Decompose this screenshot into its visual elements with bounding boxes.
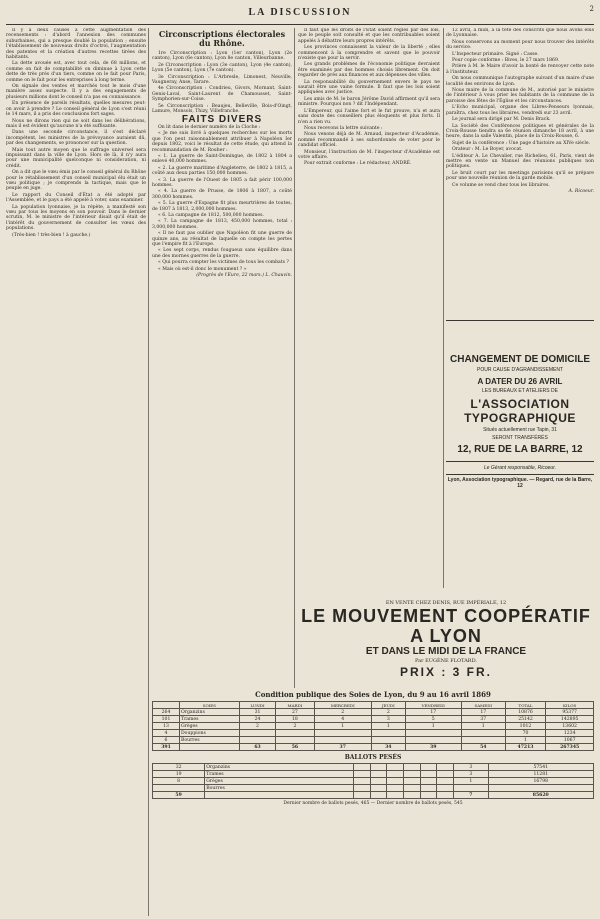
table-cell: [387, 778, 404, 785]
section-heading: FAITS DIVERS: [181, 114, 263, 126]
table-cell: [370, 778, 387, 785]
table-cell: [405, 737, 461, 744]
signature: A. Ricoeur.: [568, 188, 594, 194]
table-cell: 17: [405, 709, 461, 716]
table-cell: 56: [276, 744, 314, 751]
ad-line: A DATER DU 26 AVRIL: [477, 377, 563, 386]
ad-line: POUR CAUSE D'AGRANDISSEMENT: [477, 367, 563, 373]
table-cell: 1: [372, 723, 406, 730]
table-cell: 70: [505, 730, 546, 737]
paragraph: Nous ne dirons rien qui ne soit dans les délibérations, mais il est évident qu'aucune n'a été suffisante.: [6, 118, 146, 129]
paragraph: 3e Circonscription : L'Arbresle, Limonest, Neuville, Vaugneray, Anse, Tarare.: [152, 74, 292, 86]
paragraph: On nous communique l'autographe suivant d'un maire d'une localité des environs de Lyon.: [446, 76, 594, 87]
paragraph: La responsabilité du gouvernement envers le pays ne saurait être une vaine formule. Il faut que les lois soient appliquées avec justice.: [298, 79, 440, 96]
table-cell: [205, 792, 354, 799]
paragraph: Il faut que les droits de l'État soient réglés par des lois, que le peuple soit consulté et que les contribuables soient appelés à débattre leurs propres intérêts.: [298, 28, 440, 44]
table-cell: 95377: [546, 709, 594, 716]
table-cell: [372, 730, 406, 737]
table-cell: [354, 771, 371, 778]
paragraph: Sujet de la conférence : Une page d'histoire au XIVe siècle.: [452, 140, 591, 146]
table-cell: [370, 771, 387, 778]
table-cell: 24: [239, 716, 276, 723]
table-cell: [354, 778, 371, 785]
table-cell: 37: [461, 716, 505, 723]
paragraph: Le journal sera dirigé par M. Denis Brack.: [452, 117, 551, 123]
table-row: [153, 785, 594, 792]
table-cell: [354, 764, 371, 771]
table-cell: 1234: [546, 730, 594, 737]
table-cell: [180, 744, 240, 751]
table-cell: [404, 785, 421, 792]
table-cell: 8: [153, 778, 205, 785]
table-cell: 1012: [505, 723, 546, 730]
paragraph: « Je me suis livré à quelques recherches sur les morts que l'on peut raisonnablement attribuer à Napoléon Ier depuis 1802, voici le résultat de cette étude, qui attend la recommandation de M. Rouher :: [152, 131, 292, 153]
table-cell: 63: [239, 744, 276, 751]
table-cell: 11281: [488, 771, 593, 778]
table-footnote: Dernier nombre de ballots pesés, 465 — Dernier nombre de ballots pesés, 545: [283, 801, 463, 806]
paragraph: Pour extrait conforme : Le rédacteur, ANDRÉ.: [304, 161, 412, 167]
paragraph: « 5. La guerre d'Espagne fit plus meurtrières de toutes, de 1807 à 1813, 2,000,000 hommes.: [152, 201, 292, 212]
table-cell: Trames: [205, 771, 354, 778]
table-cell: Organzins: [180, 709, 240, 716]
table-cell: 101: [153, 716, 180, 723]
table-cell: 19: [153, 771, 205, 778]
table-cell: [370, 792, 387, 799]
table-cell: [437, 792, 454, 799]
paragraph: « Mais où est-il donc le monument ? »: [158, 266, 247, 272]
table-cell: 1067: [546, 737, 594, 744]
table-cell: [420, 771, 437, 778]
article-heading: Circonscriptions électorales du Rhône.: [158, 29, 286, 48]
table-row: [153, 771, 594, 778]
paragraph: 2e Circonscription : Lyon (3e canton), Lyon (4e canton), Lyon (5e canton), Lyon (7e canton).: [152, 62, 292, 74]
paragraph: Orateur : M. Le Boyer, avocat.: [452, 147, 523, 153]
column-header: JEUDI: [372, 702, 406, 709]
table-cell: [404, 771, 421, 778]
ad-title: CHANGEMENT DE DOMICILE: [450, 354, 590, 365]
table-cell: [420, 778, 437, 785]
paragraph: On a dit que le vœu émis par le conseil général du Rhône pour le rétablissement d'un conseil municipal élu était un vœu politique ; je comprends la tactique, mais que le peuple en juge.: [6, 170, 146, 192]
imprint-line: Lyon, Association typographique. — Regard, rue de la Barre, 12: [447, 477, 593, 489]
table-cell: 18: [276, 716, 314, 723]
table-row: [153, 737, 594, 744]
paragraph: La population lyonnaise, je la répète, a manifesté son vœu par tous les moyens en son pouvoir. Dans le dernier scrutin, M. le ministre de l'intérieur disait qu'il était de l'intérêt du gouvernement de consulter les vœux des populations.: [6, 204, 146, 232]
table-cell: 85620: [488, 792, 593, 799]
table-cell: 1: [461, 723, 505, 730]
paragraph: On lit dans le dernier numéro de la Cloche :: [158, 124, 261, 130]
table-cell: 34: [372, 744, 406, 751]
paragraph: « 1. La guerre de Saint-Domingue, de 1802 à 1804 a enlevé 40,000 hommes.: [152, 153, 292, 165]
column-header: KILOS: [546, 702, 594, 709]
table-cell: 27: [276, 709, 314, 716]
table-cell: 142895: [546, 716, 594, 723]
table-cell: 4: [153, 730, 180, 737]
table-row: [153, 723, 594, 730]
table-cell: 5: [405, 716, 461, 723]
data-table: [152, 763, 594, 799]
paragraph: En présence de pareils résultats, quelles mesures peut-on avoir à prendre ? Le conseil général de Lyon s'est réuni le 14 mars, il a pris des conclusions fort sages.: [6, 101, 146, 118]
table-cell: [454, 785, 488, 792]
table-cell: 10876: [505, 709, 546, 716]
column-header: VENDREDI: [405, 702, 461, 709]
table-cell: Grèges: [180, 723, 240, 730]
table-cell: 3: [454, 771, 488, 778]
table-cell: 6: [153, 737, 180, 744]
paragraph: L'Echo municipal, organe des Libres-Penseurs lyonnais, paraîtra, chez tous les libraires, vendredi sur 23 avril.: [446, 105, 594, 116]
table-cell: 264: [153, 709, 180, 716]
table-cell: 39: [405, 744, 461, 751]
paragraph: Dans une seconde circonstance, il s'est déclaré incompétent, les ministres de la prévoyance auraient dû, par des changements, se prononcer sur la question.: [6, 130, 146, 147]
table-cell: 4: [314, 716, 371, 723]
paragraph: La dette avouée est, avec tout cela, de 68 millions, et comme on fait de comptabilité on diminue à Lyon cette dette de très près d'un tiers, comme on le fait pour Paris, comme on le fait pour les entreprises à long terme.: [6, 61, 146, 83]
banner-line: EN VENTE CHEZ DENIS, RUE IMPÉRIALE, 12: [385, 600, 507, 606]
table-cell: [404, 764, 421, 771]
book-advert-banner: [298, 600, 594, 679]
paragraph: Le bruit court par les meetings parisiens qu'il se prépare pour une nouvelle réunion de la garde mobile.: [446, 170, 594, 182]
paragraph: Prière à M. le Maire d'avoir la bonté de renvoyer cette note à l'instituteur.: [446, 64, 594, 75]
table-cell: [354, 785, 371, 792]
paragraph: « 4. La guerre de Prusse, de 1806 à 1807, a coûté 300,000 hommes.: [152, 189, 292, 200]
gerant-line: Le Gérant responsable, Ricoeur.: [483, 465, 557, 471]
paragraph: Les amis de M. le baron Jérôme David affirment qu'il sera ministre. Pourquoi non ? dit l'Indépendant.: [298, 96, 440, 108]
newspaper-title: LA DISCUSSION: [248, 7, 352, 18]
column-header: [153, 702, 180, 709]
paragraph: « 2. La guerre maritime d'Angleterre, de 1802 à 1815, a coûté aux deux parties 150,000 hommes.: [152, 165, 292, 177]
table-cell: [276, 730, 314, 737]
table-row: [153, 716, 594, 723]
table-cell: 7: [454, 792, 488, 799]
paragraph: Il y a deux causes à cette augmentation des recensements : d'abord l'annexion des communes suburbaines, qui a presque doublé la population ; ensuite l'établissement de nouveaux droits d'octroi, l'augmentation des patentes et la création d'autres recettes tirées des habitants.: [6, 28, 146, 61]
paragraph: La Société des Conférences politiques et générales de la Croix-Rousse tiendra sa 6e réunion dimanche 18 avril, à une heure, dans la salle Valentin, place de la Croix-Rousse, 6.: [446, 123, 594, 140]
column-header: MARDI: [276, 702, 314, 709]
silk-condition-table: [152, 690, 594, 912]
page-number: 2: [589, 5, 594, 13]
paragraph: Pour copie conforme : Bives, le 27 mars 1869.: [452, 58, 560, 64]
signature: (Progrès de l'Eure, 22 mars.) L. Chauvin.: [196, 273, 292, 279]
table-cell: 1: [405, 723, 461, 730]
table-cell: 2: [314, 709, 371, 716]
table-total-row: [153, 744, 594, 751]
table-cell: 47213: [505, 744, 546, 751]
table-cell: [153, 785, 205, 792]
column-divider: [148, 28, 149, 916]
table-row: [153, 778, 594, 785]
column-2: [152, 28, 292, 624]
table-cell: [314, 730, 371, 737]
data-table: [152, 701, 594, 751]
column-divider: [294, 28, 295, 688]
table-cell: Bourres: [205, 785, 354, 792]
column-header: MERCREDI: [314, 702, 371, 709]
table-subheading: BALLOTS PESÉS: [344, 754, 402, 761]
column-1: [6, 28, 146, 916]
table-cell: 1: [454, 778, 488, 785]
table-cell: 1: [505, 737, 546, 744]
table-cell: 13602: [546, 723, 594, 730]
paragraph: Les grands problèmes de l'économie politique devraient être examinés par des hommes choisis librement. On doit regarder de près aux finances et aux dépenses des villes.: [298, 62, 440, 79]
table-cell: Grèges: [205, 778, 354, 785]
paragraph: Ce volume se vend chez tous les libraires.: [452, 182, 550, 188]
table-cell: [387, 771, 404, 778]
table-cell: 37: [314, 744, 371, 751]
column-divider: [443, 28, 444, 588]
table-row: [153, 709, 594, 716]
paragraph: « 7. La campagne de 1813, 450,000 hommes, total : 3,000,000 hommes.: [152, 219, 292, 230]
table-cell: [404, 778, 421, 785]
column-header: SOIES: [180, 702, 240, 709]
paragraph: 12 avril, à midi, à la tête des conscrits que nous avons élus de Lyonnaise.: [446, 28, 594, 39]
paragraph: Monsieur, l'instruction de M. l'inspecteur d'Académie est votre affaire.: [298, 149, 440, 160]
table-caption: Condition publique des Soies de Lyon, du 9 au 16 avril 1869: [255, 690, 491, 699]
table-cell: [387, 785, 404, 792]
ad-address: 12, RUE DE LA BARRE, 12: [457, 444, 583, 455]
table-cell: 13: [153, 723, 180, 730]
table-cell: 16798: [488, 778, 593, 785]
table-cell: 25142: [505, 716, 546, 723]
paragraph: « Qui pourra compter les victimes de tous les combats ?: [158, 260, 289, 266]
column-header: LUNDI: [239, 702, 276, 709]
table-total-row: [153, 792, 594, 799]
table-cell: 3: [454, 764, 488, 771]
ad-line: Situés actuellement rue Tapin, 31: [483, 427, 557, 433]
table-cell: [461, 737, 505, 744]
paragraph: « Il ne faut pas oublier que Napoléon fit une guerre de quinze ans, au résultat de laquelle on compte les pertes que l'empire fit à l'Europe.: [152, 231, 292, 247]
table-cell: [372, 737, 406, 744]
table-cell: [354, 792, 371, 799]
ad-rule: [446, 320, 594, 321]
table-cell: 2: [276, 723, 314, 730]
ad-association-name: L'ASSOCIATION TYPOGRAPHIQUE: [464, 397, 576, 425]
paragraph: Les provinces connaissent la valeur de la liberté ; elles commencent à la comprendre et savent que le pouvoir n'existe que pour la servir.: [298, 45, 440, 62]
table-cell: [488, 785, 593, 792]
table-cell: Trames: [180, 716, 240, 723]
table-cell: [276, 737, 314, 744]
table-cell: 3: [372, 716, 406, 723]
table-cell: 17: [461, 709, 505, 716]
paragraph: 4e Circonscription : Condrieu, Givors, Mornant, Saint-Genis-Laval, Saint-Laurent de Chamousset, Saint-Symphorien-sur-Coise.: [152, 86, 292, 103]
table-cell: [461, 730, 505, 737]
table-cell: [314, 737, 371, 744]
table-cell: [387, 792, 404, 799]
table-cell: [239, 730, 276, 737]
table-cell: [437, 785, 454, 792]
ad-line: LES BUREAUX ET ATELIERS DE: [482, 388, 558, 394]
table-row: [153, 764, 594, 771]
ad-line: SERONT TRANSFÉRÉS: [492, 435, 548, 441]
paragraph: « Les sept corps, rendus fougueux sans équilibre dans une des mornes guerres de la guerre.: [152, 248, 292, 259]
paragraph: L'éditeur A. Le Chevalier, rue Richelieu, 61, Paris, vient de mettre en vente un Manuel des réunions publiques non politiques.: [446, 153, 594, 170]
table-cell: [239, 737, 276, 744]
table-cell: [420, 792, 437, 799]
table-cell: 391: [153, 744, 180, 751]
table-cell: [437, 771, 454, 778]
paragraph: Nous recevons la lettre suivante :: [304, 125, 383, 131]
table-cell: [370, 785, 387, 792]
paragraph: Le rapport du Conseil d'État a été adopté par l'Assemblée, et le pays a été appelé à voter, sans examiner.: [6, 192, 146, 204]
banner-price: PRIX : 3 FR.: [399, 665, 492, 679]
paragraph: L'Empereur, qui l'aime fort et le fut prouve, n'a et aura sans doute des conseillers plus éloquents et plus forts. Il n'en a rien vu.: [298, 108, 440, 125]
table-cell: [405, 730, 461, 737]
table-cell: 2: [372, 709, 406, 716]
column-4: [446, 28, 594, 343]
column-header: TOTAL: [505, 702, 546, 709]
banner-subtitle: ET DANS LE MIDI DE LA FRANCE: [365, 646, 527, 657]
paragraph: 1re Circonscription : Lyon (1er canton), Lyon (2e canton), Lyon (6e canton), Lyon 8e canton, Villeurbanne.: [152, 51, 292, 62]
header-rule: [6, 24, 594, 25]
table-cell: [387, 764, 404, 771]
paragraph: (Très-bien ! très-bien ! à gauche.): [12, 232, 91, 238]
table-cell: [437, 764, 454, 771]
table-cell: [420, 785, 437, 792]
table-cell: [404, 792, 421, 799]
table-cell: 31: [239, 709, 276, 716]
banner-author: Par EUGÈNE FLOTARD.: [415, 658, 477, 664]
paragraph: Nous maire de la commune de M., autorisé par le ministre de l'intérieur à vous prier les habitants de la commune de la paroisse des fêtes de l'Église et les circonstances.: [446, 88, 594, 104]
table-cell: [370, 764, 387, 771]
paragraph: Nous venons déjà de M. Arnaud, inspecteur d'Académie, nommé recommandé à ses subordonnés de voter pour le candidat officiel.: [298, 132, 440, 149]
masthead: [0, 0, 600, 26]
paragraph: « 6. La campagne de 1812, 500,000 hommes.: [158, 212, 264, 218]
table-cell: Douppions: [180, 730, 240, 737]
paragraph: Nous conservons au moment pour nous trouver des intérêts du service.: [446, 39, 594, 51]
column-header: SAMEDI: [461, 702, 505, 709]
table-cell: 54: [461, 744, 505, 751]
paragraph: On signale des ventes et marchés tout le mois d'une manière assez suspecte. Il y a des engagements de plusieurs millions dont le conseil n'a pas eu connaissance.: [6, 84, 146, 100]
table-cell: Organzins: [205, 764, 354, 771]
column-3: [298, 28, 440, 494]
paragraph: « 3. La guerre de l'Ouest de 1805 a fait périr 100,000 hommes.: [152, 177, 292, 188]
paragraph: Mais tout autre moyen que le suffrage universel sera impuissant dans la ville de Lyon. Hors de là, il n'y aura pour une municipalité quelconque ni consideration, ni crédit.: [6, 147, 146, 169]
table-cell: 57541: [488, 764, 593, 771]
paragraph: 5e Circonscription : Beaujeu, Belleville, Bois-d'Oingt, Lamure, Monsols, Thizy, Villefranche.: [152, 103, 292, 115]
paragraph: L'Inspecteur primaire. Signé : Casse.: [452, 51, 539, 57]
table-header-row: [153, 702, 594, 709]
table-cell: 32: [153, 764, 205, 771]
table-cell: [420, 764, 437, 771]
table-cell: 2: [239, 723, 276, 730]
advertisement: [446, 350, 594, 588]
table-cell: 267345: [546, 744, 594, 751]
table-cell: Bourres: [180, 737, 240, 744]
banner-title: LE MOUVEMENT COOPÉRATIF A LYON: [301, 606, 591, 646]
table-cell: 1: [314, 723, 371, 730]
table-row: [153, 730, 594, 737]
table-cell: [437, 778, 454, 785]
table-cell: 59: [153, 792, 205, 799]
